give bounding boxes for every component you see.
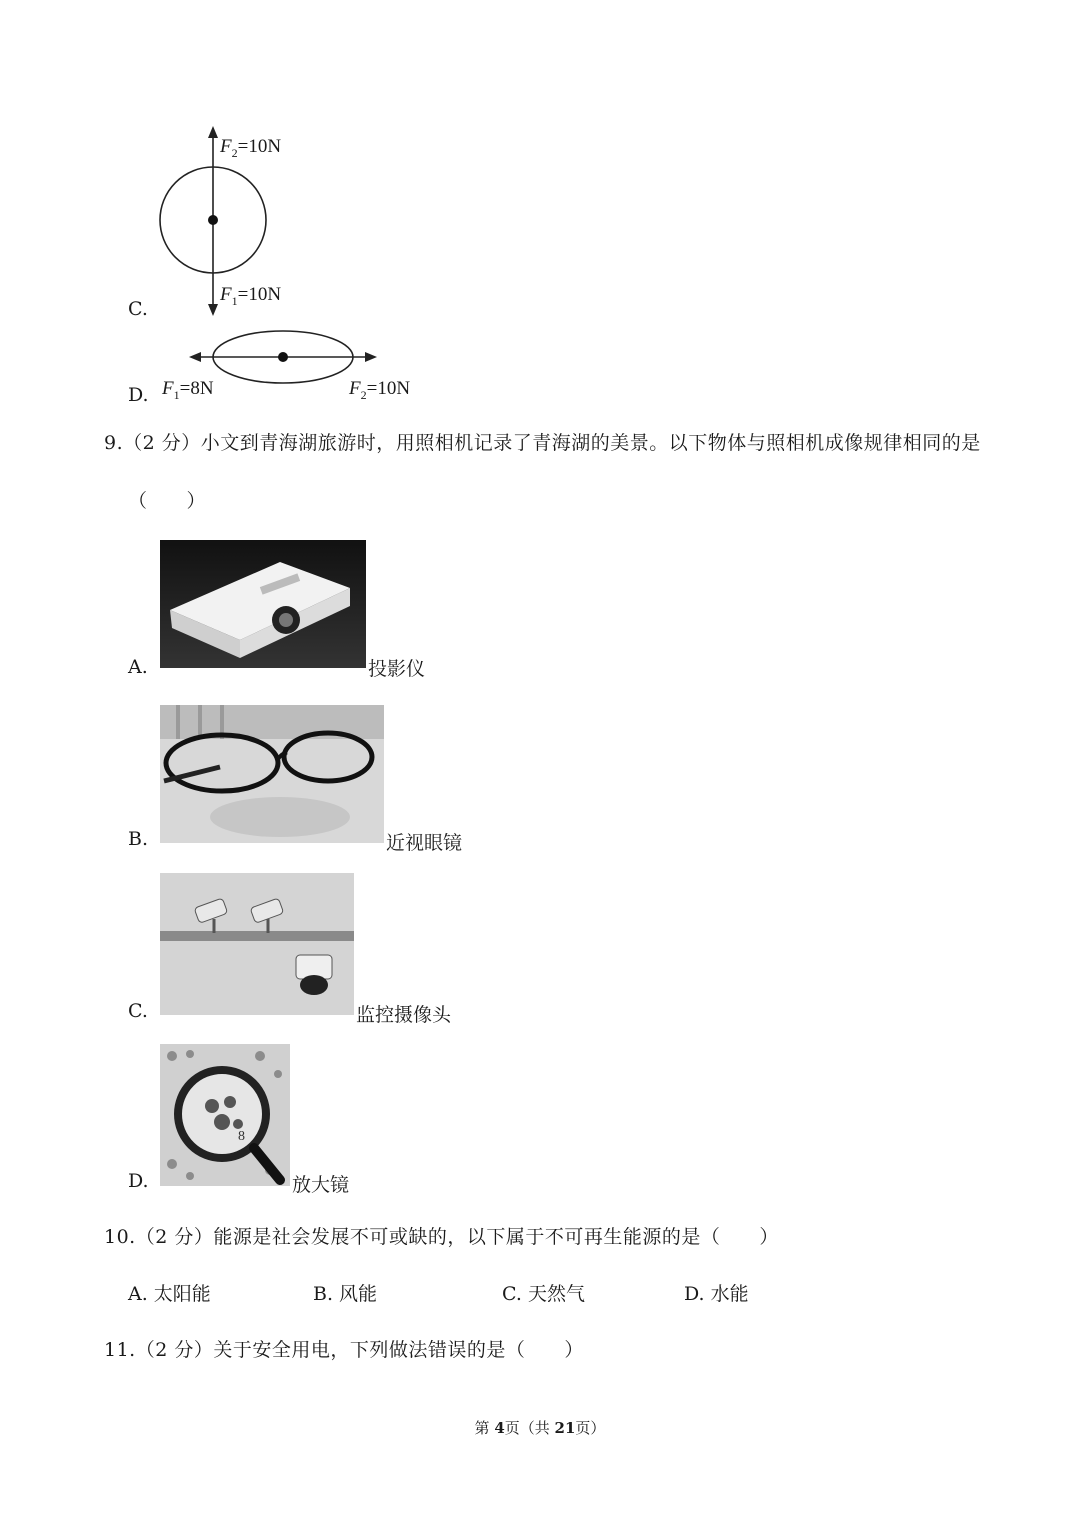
- f2-label-d: $F_2=10N$: [349, 378, 411, 402]
- magnifier-photo: [160, 1044, 290, 1186]
- center-point: [208, 215, 218, 225]
- f1-label-d: $F_1=8N$: [162, 378, 214, 402]
- caption-magnifier: 放大镜: [292, 1174, 350, 1196]
- center-point: [278, 352, 288, 362]
- glasses-photo: [160, 705, 384, 843]
- option-letter-b: B.: [128, 828, 149, 850]
- question-9-blank: （ ）: [128, 490, 207, 512]
- choice-c: C. 天然气: [502, 1283, 585, 1305]
- camera-photo: [160, 873, 354, 1015]
- question-9-stem: 9.（2 分）小文到青海湖旅游时，用照相机记录了青海湖的美景。以下物体与照相机成像规律相同的是: [104, 432, 981, 454]
- f2-label-c: $F_2=10N$: [220, 136, 282, 160]
- choice-b: B. 风能: [313, 1283, 378, 1305]
- option-letter-c: C.: [128, 1000, 148, 1022]
- choice-d: D. 水能: [684, 1283, 749, 1305]
- arrow-down-icon: [208, 304, 218, 316]
- option-letter-d-prev: D.: [128, 384, 149, 406]
- question-11-stem: 11.（2 分）关于安全用电，下列做法错误的是（ ）: [104, 1339, 584, 1361]
- arrow-left-icon: [189, 352, 201, 362]
- page-footer: 第 4页（共 21页）: [474, 1419, 606, 1437]
- f1-label-c: $F_1=10N$: [220, 284, 282, 308]
- option-letter-d: D.: [128, 1170, 149, 1192]
- svg-text:8: 8: [238, 1129, 245, 1144]
- option-letter-c-prev: C.: [128, 298, 148, 320]
- arrow-right-icon: [365, 352, 377, 362]
- caption-camera: 监控摄像头: [356, 1004, 452, 1026]
- option-letter-a: A.: [128, 656, 148, 678]
- projector-photo: [160, 540, 366, 668]
- caption-projector: 投影仪: [368, 658, 426, 680]
- choice-a: A. 太阳能: [128, 1283, 211, 1305]
- arrow-up-icon: [208, 126, 218, 138]
- caption-glasses: 近视眼镜: [386, 832, 463, 854]
- question-10-stem: 10.（2 分）能源是社会发展不可或缺的，以下属于不可再生能源的是（ ）: [104, 1226, 779, 1248]
- page-number: 4: [494, 1419, 505, 1437]
- page-total: 21: [554, 1419, 576, 1437]
